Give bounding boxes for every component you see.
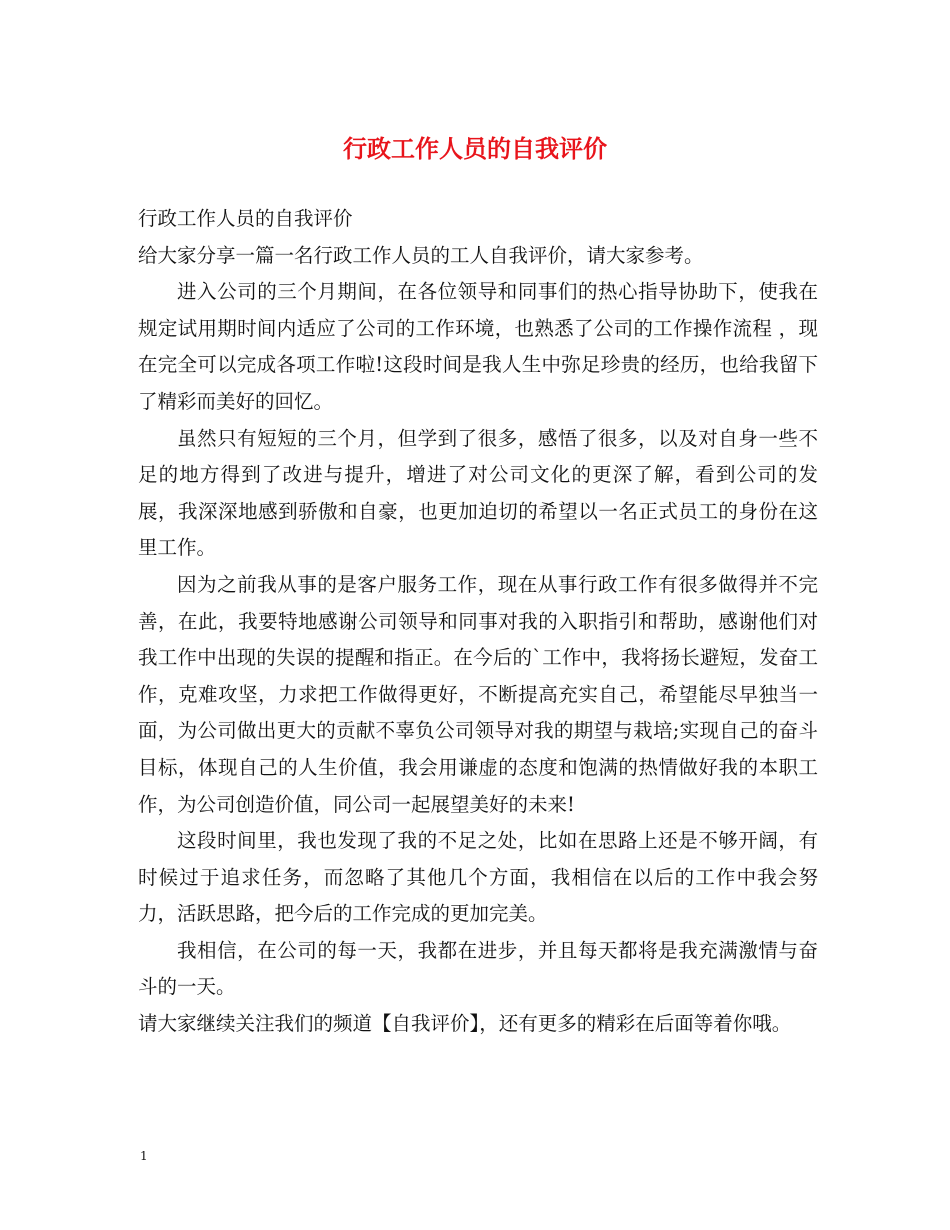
body-paragraph-intro: 给大家分享一篇一名行政工作人员的工人自我评价，请大家参考。: [138, 243, 704, 267]
body-paragraph-closing: 请大家继续关注我们的频道【自我评价】，还有更多的精彩在后面等着你哦。: [138, 1012, 792, 1036]
document-title: 行政工作人员的自我评价: [343, 134, 607, 163]
page-number: 1: [140, 1149, 148, 1163]
body-paragraph: 我相信，在公司的每一天，我都在进步，并且每天都将是我充满激情与奋斗的一天。: [138, 938, 818, 999]
body-paragraph-heading: 行政工作人员的自我评价: [138, 207, 353, 230]
body-paragraph: 进入公司的三个月期间，在各位领导和同事们的热心指导协助下，使我在规定试用期时间内适应了公司的工作环境，也熟悉了公司的工作操作流程 ，现在完全可以完成各项工作啦!这段时间是我人生中弥足珍贵的经历，也给我留下了精彩而美好的回忆。: [138, 280, 818, 413]
body-paragraph: 这段时间里，我也发现了我的不足之处，比如在思路上还是不够开阔，有时候过于追求任务，而忽略了其他几个方面，我相信在以后的工作中我会努力，活跃思路，把今后的工作完成的更加完美。: [138, 829, 818, 926]
body-paragraph: 因为之前我从事的是客户服务工作，现在从事行政工作有很多做得并不完善，在此，我要特地感谢公司领导和同事对我的入职指引和帮助，感谢他们对我工作中出现的失误的提醒和指正。在今后的`工作中，我将扬长避短，发奋工作，克难攻坚，力求把工作做得更好，不断提高充实自己，希望能尽早独当一面，为公司做出更大的贡献不辜负公司领导对我的期望与栽培;实现自己的奋斗目标，体现自己的人生价值，我会用谦虚的态度和饱满的热情做好我的本职工作，为公司创造价值，同公司一起展望美好的未来!: [138, 572, 818, 816]
document-body: [138, 201, 818, 1043]
body-paragraph: 虽然只有短短的三个月，但学到了很多，感悟了很多，以及对自身一些不足的地方得到了改进与提升，增进了对公司文化的更深了解，看到公司的发展，我深深地感到骄傲和自豪，也更加迫切的希望以一名正式员工的身份在这里工作。: [138, 426, 818, 560]
